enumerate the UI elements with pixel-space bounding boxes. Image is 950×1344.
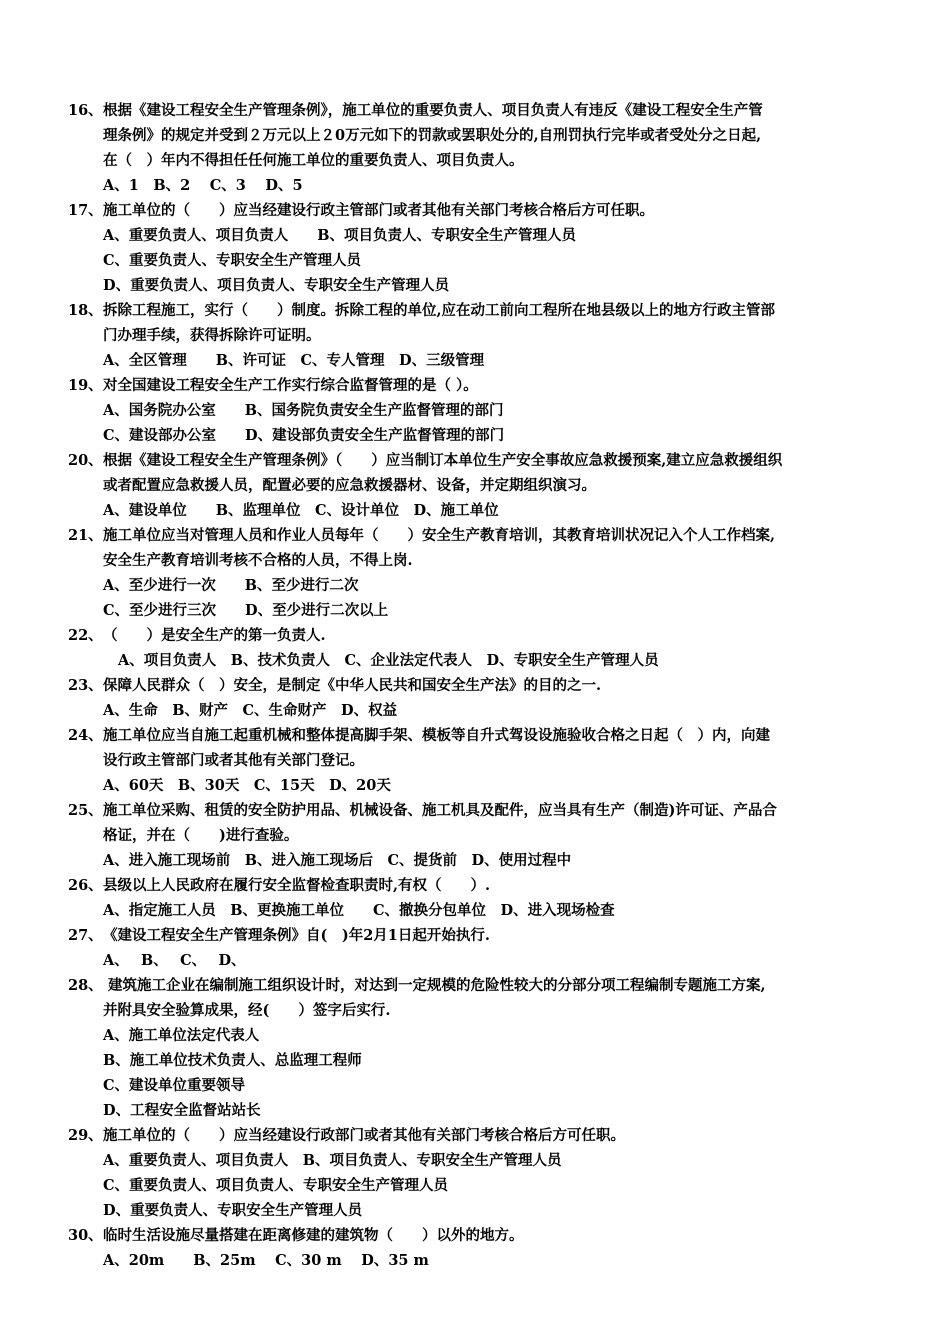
question-text: 施工单位的（ ）应当经建设行政主管部门或者其他有关部门考核合格后方可任职。 (103, 202, 654, 219)
question-list (68, 98, 888, 1273)
answer-options: A、国务院办公室 B、国务院负责安全生产监督管理的部门 (103, 402, 504, 419)
question-stem-continuation (68, 148, 888, 173)
question-number: 27、 (68, 927, 103, 944)
question-stem-line (68, 623, 888, 648)
question-item (68, 673, 888, 723)
question-number: 16、 (68, 102, 103, 119)
answer-options: D、重要负责人、项目负责人、专职安全生产管理人员 (103, 277, 450, 294)
question-item (68, 373, 888, 448)
question-text: 安全生产教育培训考核不合格的人员，不得上岗. (103, 552, 413, 569)
answer-options: C、建设单位重要领导 (103, 1077, 246, 1094)
question-stem-continuation (68, 998, 888, 1023)
question-number: 21、 (68, 527, 103, 544)
question-stem-line (68, 673, 888, 698)
question-number: 23、 (68, 677, 103, 694)
question-item (68, 298, 888, 373)
answer-options: C、至少进行三次 D、至少进行二次以上 (103, 602, 389, 619)
question-number: 30、 (68, 1227, 103, 1244)
question-stem-continuation (68, 323, 888, 348)
question-stem-continuation (68, 748, 888, 773)
question-stem-line (68, 523, 888, 548)
question-stem-continuation (68, 548, 888, 573)
question-text: 施工单位采购、租赁的安全防护用品、机械设备、施工机具及配件，应当具有生产（制造)许可证、产品合 (103, 802, 777, 819)
question-text: 根据《建设工程安全生产管理条例》（ ）应当制订本单位生产安全事故应急救援预案,建立应急救援组织 (103, 452, 783, 469)
question-stem-line (68, 973, 888, 998)
question-stem-line (68, 373, 888, 398)
question-text: 门办理手续，获得拆除许可证明。 (103, 327, 321, 344)
question-text: 施工单位应当自施工起重机械和整体提高脚手架、模板等自升式驾设设施验收合格之日起（ ）内，向建 (103, 727, 770, 744)
question-stem-continuation (68, 823, 888, 848)
question-stem-line (68, 923, 888, 948)
answer-options: D、重要负责人、专职安全生产管理人员 (103, 1202, 363, 1219)
answer-options: B、施工单位技术负责人、总监理工程师 (103, 1052, 362, 1069)
question-text: 格证，并在（ )进行查验。 (103, 827, 299, 844)
answer-options: A、指定施工人员 B、更换施工单位 C、撤换分包单位 D、进入现场检查 (103, 902, 615, 919)
answer-options: C、建设部办公室 D、建设部负责安全生产监督管理的部门 (103, 427, 505, 444)
answer-options: A、重要负责人、项目负责人 B、项目负责人、专职安全生产管理人员 (103, 227, 577, 244)
question-stem-continuation (68, 123, 888, 148)
answer-options: A、60天 B、30天 C、15天 D、20天 (103, 777, 391, 794)
question-item (68, 1123, 888, 1223)
question-stem-line (68, 98, 888, 123)
answer-options: A、20m B、25m C、30 m D、35 m (103, 1252, 429, 1269)
question-stem-line (68, 1223, 888, 1248)
question-text: 施工单位的（ ）应当经建设行政部门或者其他有关部门考核合格后方可任职。 (103, 1127, 625, 1144)
question-number: 25、 (68, 802, 103, 819)
answer-options: A、施工单位法定代表人 (103, 1027, 260, 1044)
question-item (68, 198, 888, 298)
answer-options: A、1 B、2 C、3 D、5 (103, 177, 303, 194)
question-item (68, 1223, 888, 1273)
question-number: 26、 (68, 877, 103, 894)
question-text: 在（ ）年内不得担任任何施工单位的重要负责人、项目负责人。 (103, 152, 524, 169)
question-text: 施工单位应当对管理人员和作业人员每年（ ）安全生产教育培训，其教育培训状况记入个人工作档案, (103, 527, 776, 544)
question-text: 设行政主管部门或者其他有关部门登记。 (103, 752, 364, 769)
answer-options: A、项目负责人 B、技术负责人 C、企业法定代表人 D、专职安全生产管理人员 (118, 652, 659, 669)
answer-options: A、全区管理 B、许可证 C、专人管理 D、三级管理 (103, 352, 485, 369)
question-item (68, 623, 888, 673)
question-stem-line (68, 298, 888, 323)
question-text: 理条例》的规定并受到２万元以上２0万元如下的罚款或罢职处分的,自刑罚执行完毕或者受处分之日起, (103, 127, 762, 144)
question-text: 《建设工程安全生产管理条例》自( )年2月1日起开始执行. (103, 927, 490, 944)
question-text: 县级以上人民政府在履行安全监督检查职责时,有权（ ）. (103, 877, 491, 894)
answer-options: A、进入施工现场前 B、进入施工现场后 C、提货前 D、使用过程中 (103, 852, 572, 869)
question-text: 保障人民群众（ ）安全，是制定《中华人民共和国安全生产法》的目的之一. (103, 677, 602, 694)
question-stem-line (68, 873, 888, 898)
question-text: 建筑施工企业在编制施工组织设计时，对达到一定规模的危险性较大的分部分项工程编制专题施工方案, (103, 977, 766, 994)
question-stem-line (68, 798, 888, 823)
question-number: 18、 (68, 302, 103, 319)
answer-options: A、至少进行一次 B、至少进行二次 (103, 577, 359, 594)
question-text: （ ）是安全生产的第一负责人. (103, 627, 326, 644)
answer-options: C、重要负责人、项目负责人、专职安全生产管理人员 (103, 1177, 449, 1194)
question-stem-line (68, 198, 888, 223)
question-text: 根据《建设工程安全生产管理条例》，施工单位的重要负责人、项目负责人有违反《建设工程安全生产管 (103, 102, 763, 119)
question-item (68, 973, 888, 1123)
question-stem-continuation (68, 473, 888, 498)
question-number: 17、 (68, 202, 103, 219)
question-item (68, 98, 888, 198)
question-text: 拆除工程施工，实行（ ）制度。拆除工程的单位,应在动工前向工程所在地县级以上的地方行政主管部 (103, 302, 776, 319)
question-number: 22、 (68, 627, 103, 644)
answer-options: A、生命 B、财产 C、生命财产 D、权益 (103, 702, 398, 719)
question-item (68, 798, 888, 873)
question-text: 对全国建设工程安全生产工作实行综合监督管理的是（ ）。 (103, 377, 478, 394)
answer-options: C、重要负责人、专职安全生产管理人员 (103, 252, 362, 269)
question-stem-line (68, 723, 888, 748)
question-text: 或者配置应急救援人员，配置必要的应急救援器材、设备，并定期组织演习。 (103, 477, 596, 494)
question-text: 临时生活设施尽量搭建在距离修建的建筑物（ ）以外的地方。 (103, 1227, 524, 1244)
question-text: 并附具安全验算成果，经( ）签字后实行. (103, 1002, 391, 1019)
question-number: 20、 (68, 452, 103, 469)
question-number: 19、 (68, 377, 103, 394)
answer-options: A、重要负责人、项目负责人 B、项目负责人、专职安全生产管理人员 (103, 1152, 562, 1169)
question-stem-line (68, 1123, 888, 1148)
question-number: 24、 (68, 727, 103, 744)
answer-options: D、工程安全监督站站长 (103, 1102, 261, 1119)
question-item (68, 523, 888, 623)
answer-options: A、 B、 C、 D、 (103, 952, 246, 969)
question-stem-line (68, 448, 888, 473)
question-item (68, 873, 888, 923)
answer-options: A、建设单位 B、监理单位 C、设计单位 D、施工单位 (103, 502, 499, 519)
question-item (68, 723, 888, 798)
question-item (68, 923, 888, 973)
question-item (68, 448, 888, 523)
question-number: 28、 (68, 977, 103, 994)
question-number: 29、 (68, 1127, 103, 1144)
